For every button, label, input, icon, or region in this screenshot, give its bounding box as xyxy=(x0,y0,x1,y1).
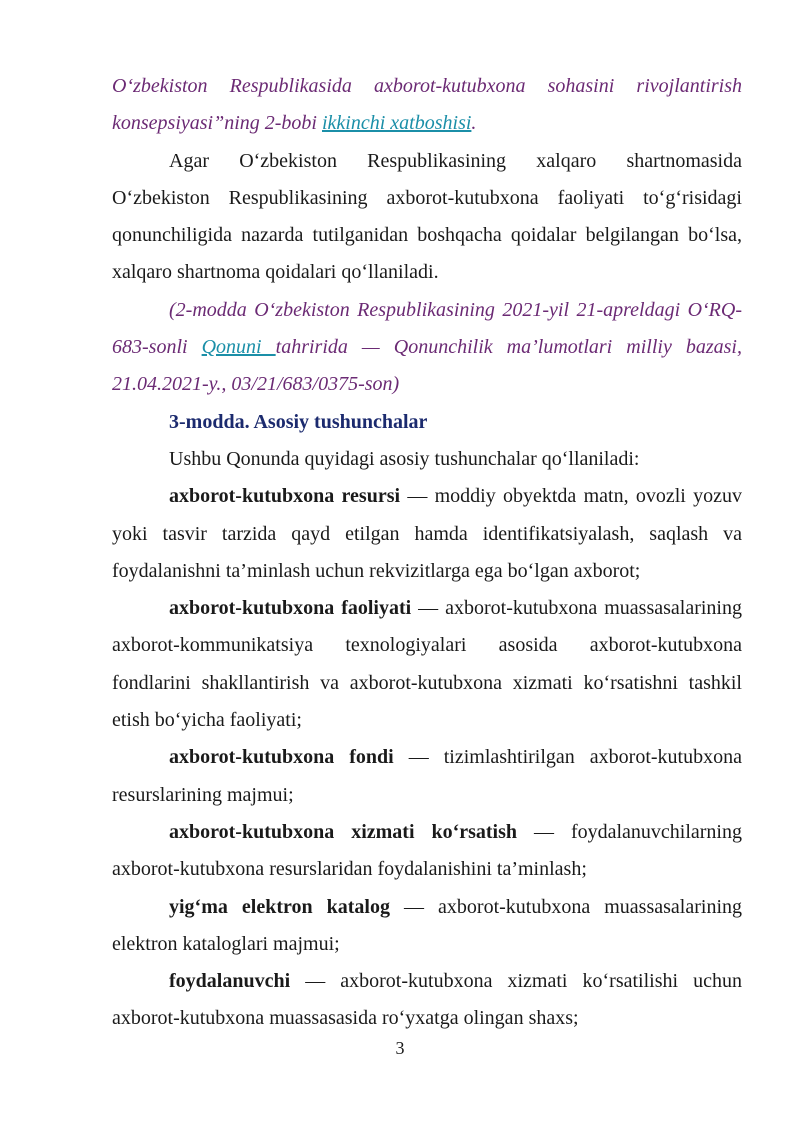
treaty-paragraph: Agar O‘zbekiston Respublikasining xalqaro shartnomasida O‘zbekiston Respublikasining axborot-kutubxona faoliyati to‘g‘risidagi qonunchiligida nazarda tutilganidan boshqacha qoidalar belgilangan bo‘lsa, xalqaro shartnoma qoidalari qo‘llaniladi. xyxy=(112,149,742,284)
definition-text: — foydalanuvchilarning axborot-kutubxona resurslaridan foydalanishini ta’minlash; xyxy=(112,820,742,881)
definition-text: — axborot-kutubxona muassasalarining elektron kataloglari majmui; xyxy=(112,895,742,955)
intro-tail: . xyxy=(471,112,477,135)
definition-item xyxy=(112,590,742,739)
definition-item xyxy=(112,739,742,814)
page-number: 3 xyxy=(395,1038,405,1058)
definition-term: yig‘ma elektron katalog xyxy=(169,895,390,918)
document-page xyxy=(112,68,742,1038)
intro-text: O‘zbekiston Respublikasida axborot-kutubxona sohasini rivojlantirish konsepsiyasi”ning 2-bobi xyxy=(112,75,742,135)
definition-item xyxy=(112,478,742,590)
definition-text: — axborot-kutubxona xizmati ko‘rsatilishi uchun axborot-kutubxona muassasasida ro‘yxatga olingan shaxs; xyxy=(112,970,742,1030)
definition-text: — moddiy obyektda matn, ovozli yozuv yoki tasvir tarzida qayd etilgan hamda identifikatsiyalash, saqlash va foydalanishni ta’minlash uchun rekvizitlarga ega bo‘lgan axborot; xyxy=(112,485,742,582)
amendment-note-before: (2-modda O‘zbekiston Respublikasining 2021-yil 21-apreldagi O‘RQ-683-sonli xyxy=(112,298,742,359)
definition-text: — axborot-kutubxona muassasalarining axborot-kommunikatsiya texnologiyalari asosida axborot-kutubxona fondlarini shakllantirish va axborot-kutubxona xizmati ko‘rsatishni tashkil etish bo‘yicha faoliyati; xyxy=(112,597,742,732)
law-link[interactable]: Qonuni xyxy=(201,336,276,359)
definition-term: axborot-kutubxona fondi xyxy=(169,746,394,769)
definition-term: axborot-kutubxona resursi xyxy=(169,485,401,508)
definition-item xyxy=(112,889,742,964)
article-heading: 3-modda. Asosiy tushunchalar xyxy=(169,410,428,433)
definition-term: axborot-kutubxona xizmati ko‘rsatish xyxy=(169,820,518,843)
definition-item xyxy=(112,963,742,1038)
amendment-note-after: tahririda — Qonunchilik ma’lumotlari milliy bazasi, 21.04.2021-y., 03/21/683/0375-son) xyxy=(112,336,742,396)
definition-term: foydalanuvchi xyxy=(169,970,291,993)
amendment-note xyxy=(112,292,742,404)
article-intro: Ushbu Qonunda quyidagi asosiy tushunchalar qo‘llaniladi: xyxy=(169,447,640,470)
intro-reference xyxy=(112,68,742,143)
definition-term: axborot-kutubxona faoliyati xyxy=(169,597,412,620)
definition-text: — tizimlashtirilgan axborot-kutubxona resurslarining majmui; xyxy=(112,746,742,806)
definition-item xyxy=(112,814,742,889)
intro-link[interactable]: ikkinchi xatboshisi xyxy=(322,112,472,135)
